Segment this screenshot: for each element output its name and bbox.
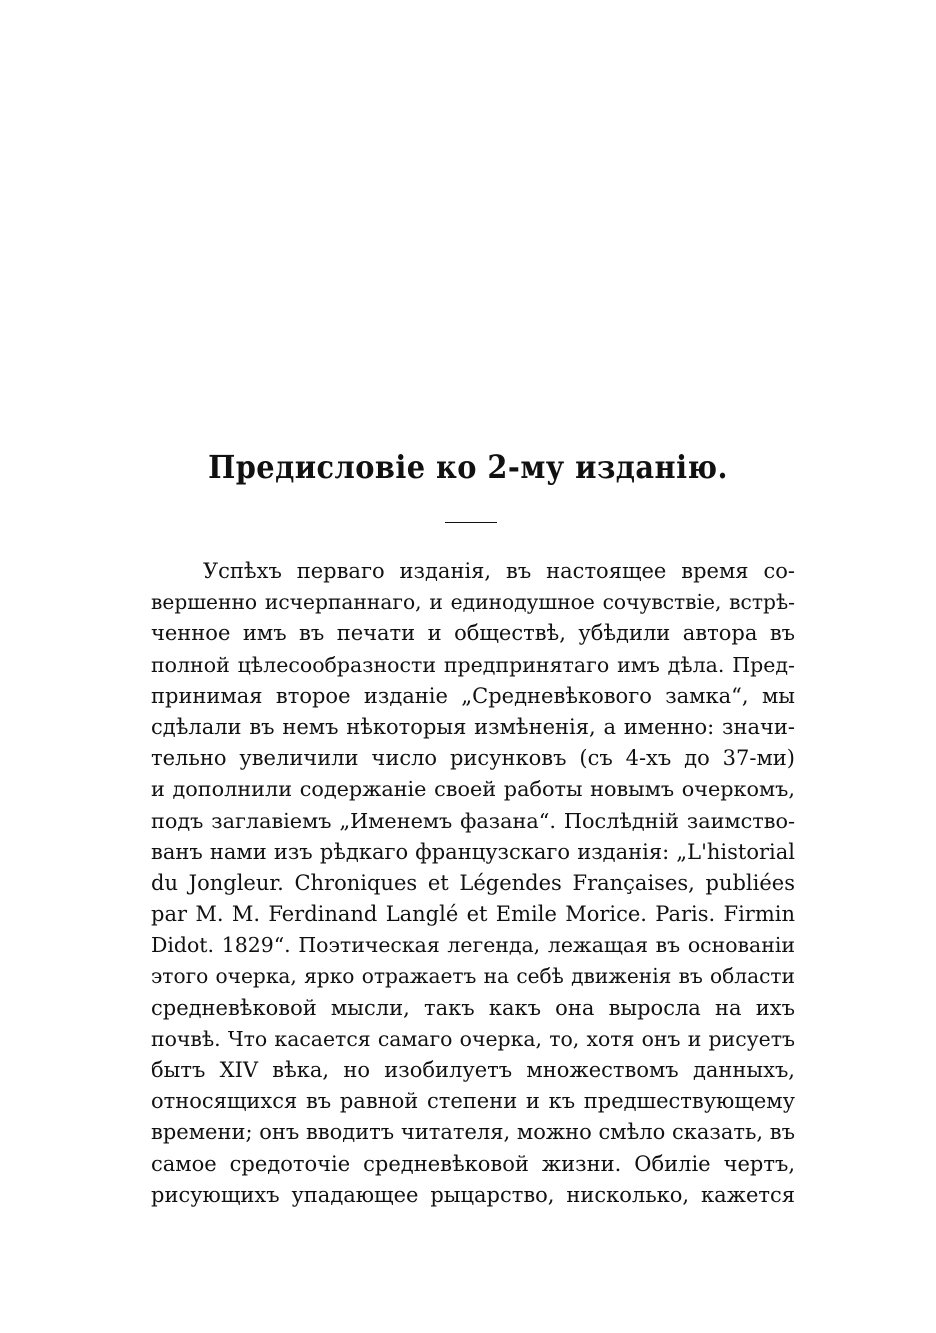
text-line: самое средоточіе средневѣковой жизни. Обиліе чертъ, xyxy=(151,1151,795,1176)
text-line: относящихся въ равной степени и къ предшествующему xyxy=(151,1089,795,1114)
text-line: средневѣковой мысли, такъ какъ она выросла на ихъ xyxy=(151,995,795,1020)
text-line: ченное имъ въ печати и обществѣ, убѣдили автора въ xyxy=(151,621,795,646)
text-line: и дополнили содержаніе своей работы новымъ очеркомъ, xyxy=(151,777,795,802)
text-line: бытъ XIV вѣка, но изобилуетъ множествомъ данныхъ, xyxy=(151,1058,795,1082)
text-line: Успѣхъ перваго изданія, въ настоящее время со- xyxy=(203,559,795,583)
text-line: почвѣ. Что касается самаго очерка, то, хотя онъ и рисуетъ xyxy=(151,1026,795,1051)
text-line: ванъ нами изъ рѣдкаго французскаго изданія: „L'historial xyxy=(151,839,795,864)
preface-title: Предисловіе ко 2-му изданію. xyxy=(208,448,728,486)
text-line: тельно увеличили число рисунковъ (съ 4-хъ до 37-ми) xyxy=(151,746,795,771)
text-line: par M. M. Ferdinand Langlé et Emile Morice. Paris. Firmin xyxy=(151,902,795,927)
text-line: вершенно исчерпаннаго, и единодушное сочувствіе, встрѣ- xyxy=(151,590,795,615)
text-line: этого очерка, ярко отражаетъ на себѣ движенія въ области xyxy=(151,964,795,989)
text-line: сдѣлали въ немъ нѣкоторыя измѣненія, а именно: значи- xyxy=(151,714,795,739)
text-line: рисующихъ упадающее рыцарство, нисколько, кажется xyxy=(151,1182,795,1207)
text-line: Didot. 1829“. Поэтическая легенда, лежащая въ основаніи xyxy=(151,933,795,958)
text-line: du Jongleur. Chroniques et Légendes Françaises, publiées xyxy=(151,870,795,895)
text-line: принимая второе изданіе „Средневѣкового замка“, мы xyxy=(151,683,795,708)
title-divider xyxy=(445,522,497,523)
text-line: полной цѣлесообразности предпринятаго имъ дѣла. Пред- xyxy=(151,652,795,677)
preface-body xyxy=(151,556,795,1211)
text-line: подъ заглавіемъ „Именемъ фазана“. Послѣдній заимство- xyxy=(151,808,795,833)
text-line: времени; онъ вводитъ читателя, можно смѣло сказать, въ xyxy=(151,1120,795,1145)
